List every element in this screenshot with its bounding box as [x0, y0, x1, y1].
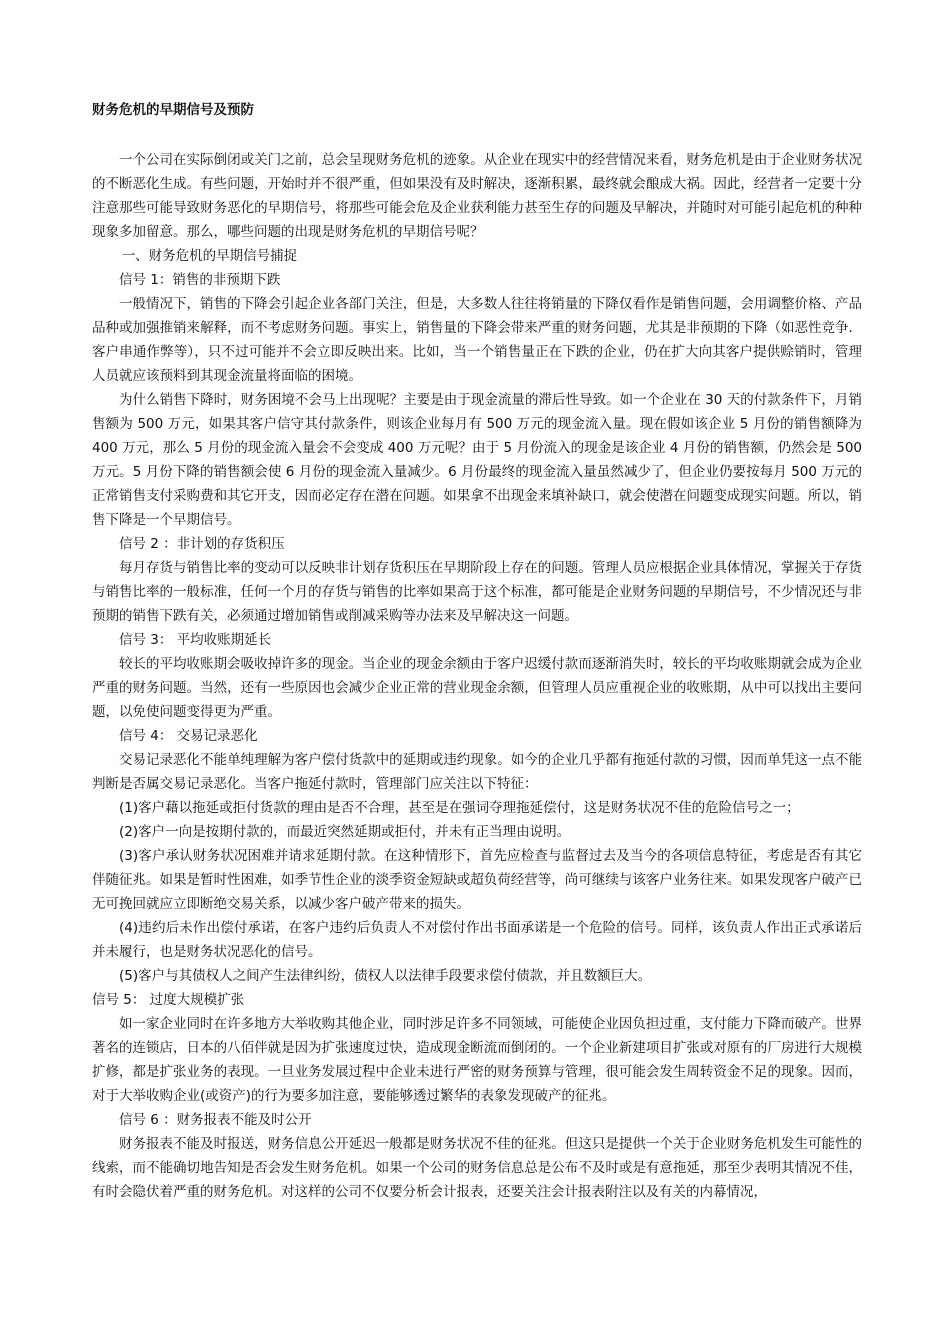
paragraph: 信号 6 ：财务报表不能及时公开 — [119, 1112, 312, 1128]
paragraph: 一般情况下，销售的下降会引起企业各部门关注，但是，大多数人往往将销量的下降仅看作是销售问题，会用调整价格、产品品种或加强推销来解释，而不考虑财务问题。事实上，销售量的下降会带来严重的财务问题，尤其是非预期的下降（如恶性竞争．客户串通作弊等），只不过可能并不会立即反映出来。比如，当一个销售量正在下跌的企业，仍在扩大向其客户提供赊销时，管理人员就应该预料到其现金流量将面临的困境。 — [92, 296, 862, 384]
paragraph: 信号 4： 交易记录恶化 — [119, 728, 258, 744]
paragraph: 信号 5： 过度大规模扩张 — [92, 992, 245, 1008]
paragraph: 如一家企业同时在许多地方大举收购其他企业，同时涉足许多不同领域，可能使企业因负担过重，支付能力下降而破产。世界著名的连锁店，日本的八佰伴就是因为扩张速度过快，造成现金断流而倒闭的。一个企业新建项目扩张或对原有的厂房进行大规模扩修，都是扩张业务的表现。一旦业务发展过程中企业未进行严密的财务预算与管理，很可能会发生周转资金不足的现象。因而，对于大举收购企业(或资产)的行为要多加注意，要能够透过繁华的表象发现破产的征兆。 — [92, 1016, 862, 1104]
paragraph: 每月存货与销售比率的变动可以反映非计划存货积压在早期阶段上存在的问题。管理人员应根据企业具体情况，掌握关于存货与销售比率的一般标准，任何一个月的存货与销售的比率如果高于这个标准，都可能是企业财务问题的早期信号，不少情况还与非预期的销售下跌有关，必须通过增加销售或削减采购等办法来及早解决这一问题。 — [92, 560, 862, 624]
paragraph: 财务报表不能及时报送，财务信息公开延迟一般都是财务状况不佳的征兆。但这只是提供一个关于企业财务危机发生可能性的线索，而不能确切地告知是否会发生财务危机。如果一个公司的财务信息总是公布不及时或是有意拖延，那至少表明其情况不佳，有时会隐伏着严重的财务危机。对这样的公司不仅要分析会计报表，还要关注会计报表附注以及有关的内幕情况， — [92, 1136, 862, 1200]
paragraph: 信号 1：销售的非预期下跌 — [119, 272, 281, 288]
document-body — [92, 148, 862, 1204]
paragraph: (5)客户与其债权人之间产生法律纠纷，债权人以法律手段要求偿付债款，并且数额巨大。 — [119, 968, 652, 984]
paragraph: 一个公司在实际倒闭或关门之前，总会呈现财务危机的迹象。从企业在现实中的经营情况来看，财务危机是由于企业财务状况的不断恶化生成。有些问题，开始时并不很严重，但如果没有及时解决，逐渐积累，最终就会酿成大祸。因此，经营者一定要十分注意那些可能导致财务恶化的早期信号，将那些可能会危及企业获利能力甚至生存的问题及早解决，并随时对可能引起危机的种种现象多加留意。那么，哪些问题的出现是财务危机的早期信号呢？ — [92, 152, 862, 240]
paragraph: 较长的平均收账期会吸收掉许多的现金。当企业的现金余额由于客户迟缓付款而逐渐消失时，较长的平均收账期就会成为企业严重的财务问题。当然，还有一些原因也会减少企业正常的营业现金余额，但管理人员应重视企业的收账期，从中可以找出主要问题，以免使问题变得更为严重。 — [92, 656, 862, 720]
paragraph: 为什么销售下降时，财务困境不会马上出现呢？主要是由于现金流量的滞后性导致。如一个企业在 30 天的付款条件下，月销售额为 500 万元，如果其客户信守其付款条件，则该企业每月有 500 万元的现金流入量。现在假如该企业 5 月份的销售额降为 400 万元，那么 5 月份的现金流入量会不会变成 400 万元呢？由于 5 月份流入的现金是该企业 4 月份的销售额，仍然会是 500 万元。5 月份下降的销售额会使 6 月份的现金流入量减少。6 月份最终的现金流入量虽然减少了，但企业仍要按每月 500 万元的正常销售支付采购费和其它开支，因而必定存在潜在问题。如果拿不出现金来填补缺口，就会使潜在问题变成现实问题。所以，销售下降是一个早期信号。 — [92, 392, 862, 528]
paragraph: (4)违约后未作出偿付承诺，在客户违约后负责人不对偿付作出书面承诺是一个危险的信号。同样，该负责人作出正式承诺后并未履行，也是财务状况恶化的信号。 — [92, 920, 862, 960]
paragraph: (1)客户藉以拖延或拒付货款的理由是否不合理，甚至是在强词夺理拖延偿付，这是财务状况不佳的危险信号之一； — [119, 800, 800, 816]
document-title: 财务危机的早期信号及预防 — [92, 102, 254, 118]
paragraph: 一、财务危机的早期信号捕捉 — [121, 248, 298, 264]
paragraph: 交易记录恶化不能单纯理解为客户偿付货款中的延期或违约现象。如今的企业几乎都有拖延付款的习惯，因而单凭这一点不能判断是否属交易记录恶化。当客户拖延付款时，管理部门应关注以下特征： — [92, 752, 862, 792]
paragraph: 信号 3： 平均收账期延长 — [119, 632, 272, 648]
paragraph: 信号 2 ：非计划的存货积压 — [119, 536, 285, 552]
paragraph: (3)客户承认财务状况困难并请求延期付款。在这种情形下，首先应检查与监督过去及当今的各项信息特征，考虑是否有其它伴随征兆。如果是暂时性困难，如季节性企业的淡季资金短缺或超负荷经营等，尚可继续与该客户业务往来。如果发现客户破产已无可挽回就应立即断绝交易关系，以减少客户破产带来的损失。 — [92, 848, 862, 912]
paragraph: (2)客户一向是按期付款的，而最近突然延期或拒付，并未有正当理由说明。 — [119, 824, 571, 840]
